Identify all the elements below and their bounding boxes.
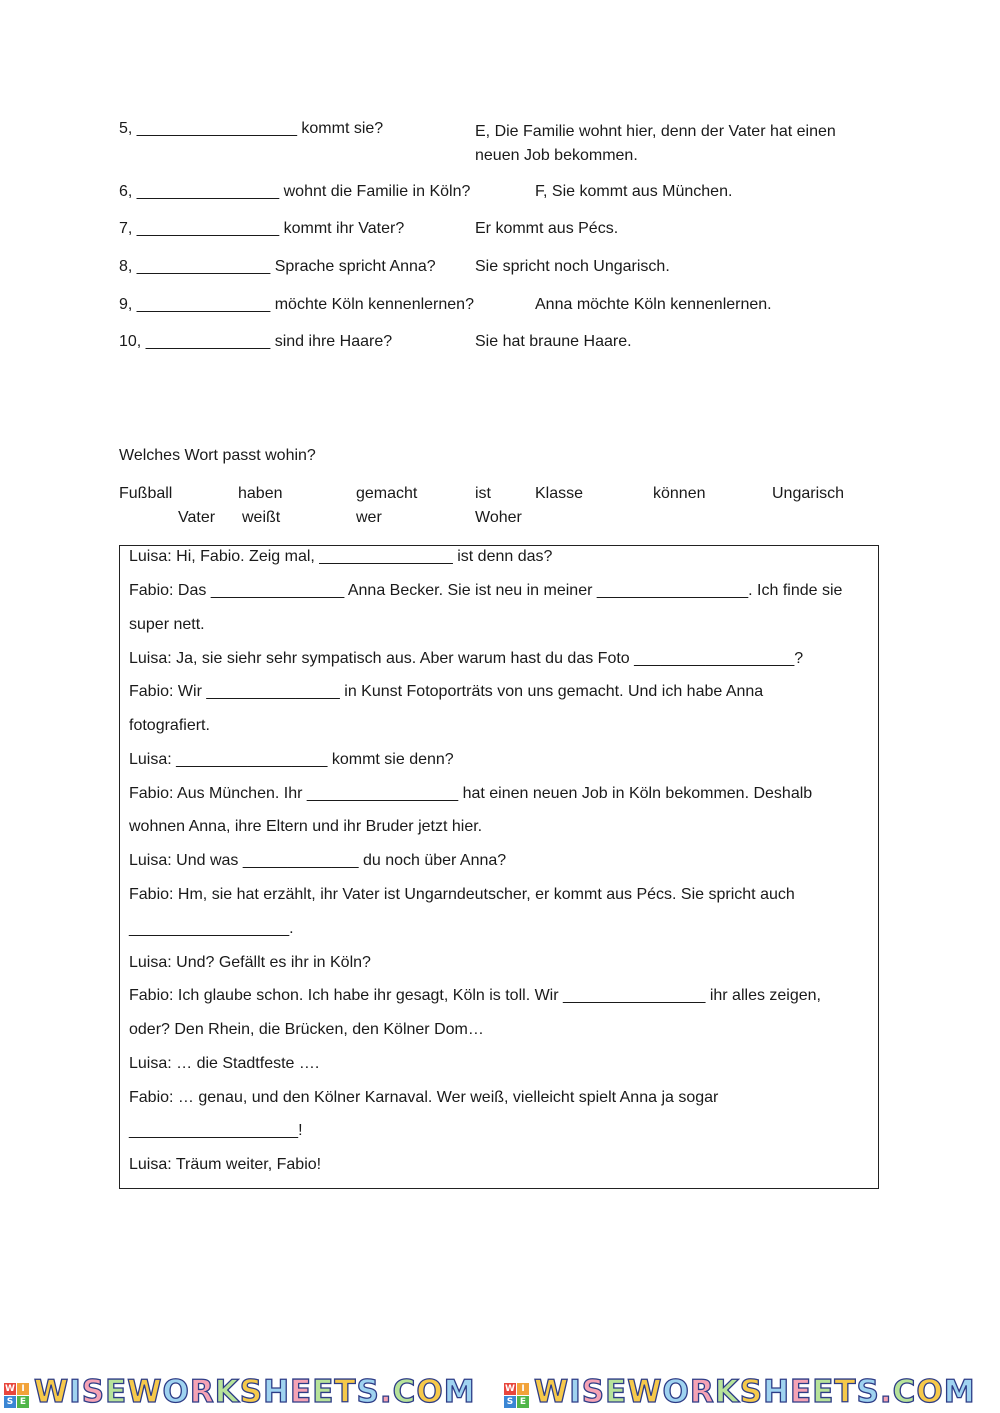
word-ungarisch: Ungarisch (772, 485, 845, 502)
word-koennen: können (653, 485, 706, 502)
dialog-line: Luisa: … die Stadtfeste …. (129, 1055, 320, 1072)
answer-10: Sie hat braune Haare. (475, 333, 632, 350)
question-7: 7, ________________ kommt ihr Vater? (119, 220, 405, 237)
dialog-line: Luisa: Und was _____________ du noch über Anna? (129, 852, 507, 869)
dialog-line: Luisa: _________________ kommt sie denn? (129, 751, 454, 768)
question-5: 5, __________________ kommt sie? (119, 120, 384, 137)
word-task-heading: Welches Wort passt wohin? (119, 447, 316, 464)
logo-letter: S (504, 1396, 516, 1408)
answer-f: F, Sie kommt aus München. (535, 183, 733, 200)
dialog-line: Fabio: Ich glaube schon. Ich habe ihr gesagt, Köln is toll. Wir ________________ ihr alles zeigen, (129, 987, 821, 1004)
dialog-line: fotografiert. (129, 717, 210, 734)
dialog-line: Fabio: Wir _______________ in Kunst Fotoporträts von uns gemacht. Und ich habe Anna (129, 683, 764, 700)
dialog-line: Luisa: Träum weiter, Fabio! (129, 1156, 322, 1173)
word-fussball: Fußball (119, 485, 173, 502)
answer-e: E, Die Familie wohnt hier, denn der Vater hat einen neuen Job bekommen. (475, 123, 836, 164)
logo-letter: S (4, 1396, 16, 1408)
logo-letter: I (17, 1383, 29, 1395)
brand-text-left: WISEWORKSHEETS.COM (34, 1374, 476, 1410)
word-weisst: weißt (242, 509, 281, 526)
word-haben: haben (238, 485, 283, 502)
word-woher: Woher (475, 509, 522, 526)
word-wer: wer (356, 509, 382, 526)
logo-icon (4, 1383, 30, 1409)
dialog-line: __________________. (129, 920, 294, 937)
question-8: 8, _______________ Sprache spricht Anna? (119, 258, 436, 275)
dialog-line: super nett. (129, 616, 205, 633)
word-gemacht: gemacht (356, 485, 418, 502)
answer-7: Er kommt aus Pécs. (475, 220, 619, 237)
dialog-line: Fabio: … genau, und den Kölner Karnaval. Wer weiß, vielleicht spielt Anna ja sogar (129, 1089, 719, 1106)
dialog-line: wohnen Anna, ihre Eltern und ihr Bruder jetzt hier. (129, 818, 483, 835)
logo-letter: W (5, 1384, 15, 1394)
brand-text-right: WISEWORKSHEETS.COM (534, 1374, 976, 1410)
question-9: 9, _______________ möchte Köln kennenlernen? (119, 296, 474, 313)
word-vater: Vater (178, 509, 216, 526)
question-10: 10, ______________ sind ihre Haare? (119, 333, 393, 350)
dialog-line: Fabio: Das _______________ Anna Becker. Sie ist neu in meiner _________________. Ich finde sie (129, 582, 843, 599)
dialog-line: oder? Den Rhein, die Brücken, den Kölner Dom… (129, 1021, 484, 1038)
dialog-line: ___________________! (129, 1122, 303, 1139)
word-ist: ist (475, 485, 491, 502)
logo-letter: I (517, 1383, 529, 1395)
word-klasse: Klasse (535, 485, 584, 502)
dialog-line: Fabio: Aus München. Ihr _________________ hat einen neuen Job in Köln bekommen. Deshalb (129, 785, 813, 802)
footer-watermark (0, 1374, 1000, 1413)
logo-icon (504, 1383, 530, 1409)
dialog-line: Luisa: Hi, Fabio. Zeig mal, _______________ ist denn das? (129, 548, 553, 565)
answer-9: Anna möchte Köln kennenlernen. (535, 296, 772, 313)
question-6: 6, ________________ wohnt die Familie in Köln? (119, 183, 471, 200)
dialog-line: Luisa: Ja, sie siehr sehr sympatisch aus. Aber warum hast du das Foto __________________? (129, 650, 804, 667)
dialog-box (119, 545, 879, 1189)
logo-letter: E (17, 1396, 29, 1408)
logo-letter: E (517, 1396, 529, 1408)
dialog-line: Luisa: Und? Gefällt es ihr in Köln? (129, 954, 371, 971)
dialog-line: Fabio: Hm, sie hat erzählt, ihr Vater ist Ungarndeutscher, er kommt aus Pécs. Sie spricht auch (129, 886, 795, 903)
answer-8: Sie spricht noch Ungarisch. (475, 258, 670, 275)
logo-letter: W (505, 1384, 515, 1394)
